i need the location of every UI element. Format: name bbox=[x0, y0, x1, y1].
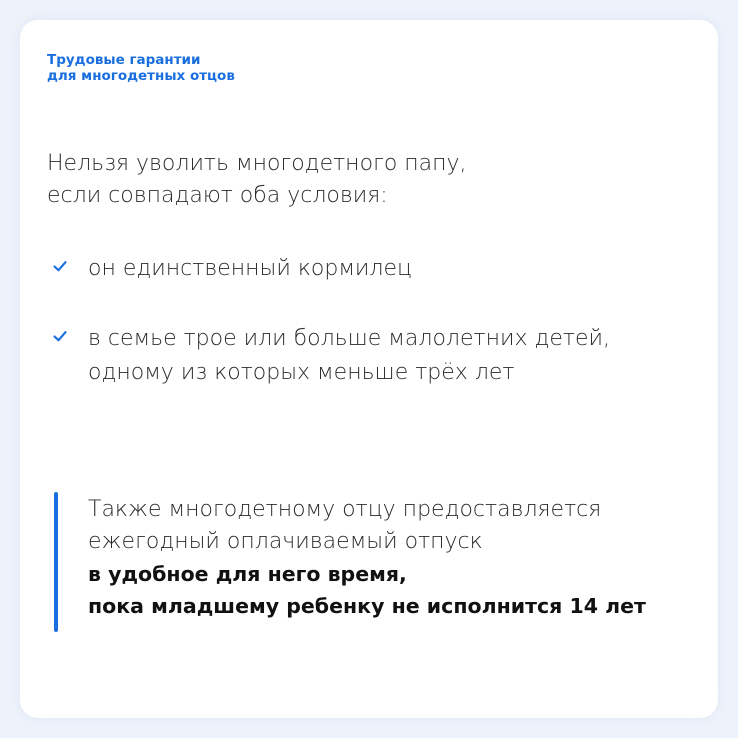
note-line-1: Также многодетному отцу предоставляется bbox=[88, 497, 602, 522]
note-line-2: ежегодный оплачиваемый отпуск bbox=[88, 529, 483, 554]
condition-text bbox=[88, 322, 688, 390]
intro-line-1: Нельзя уволить многодетного папу, bbox=[47, 151, 467, 176]
info-card bbox=[20, 20, 718, 718]
check-icon bbox=[52, 258, 68, 274]
check-icon bbox=[52, 328, 68, 344]
note-bold-line-1: в удобное для него время, bbox=[88, 562, 407, 586]
card-heading bbox=[47, 52, 447, 84]
heading-line-1: Трудовые гарантии bbox=[47, 52, 201, 68]
condition-line: в семье трое или больше малолетних детей, bbox=[88, 326, 610, 351]
condition-text bbox=[88, 252, 688, 286]
condition-line: одному из которых меньше трёх лет bbox=[88, 360, 515, 385]
note-bold-line-2: пока младшему ребенку не исполнится 14 лет bbox=[88, 594, 646, 618]
condition-line: он единственный кормилец bbox=[88, 256, 412, 281]
vacation-note bbox=[54, 492, 714, 632]
note-accent-bar bbox=[54, 492, 58, 632]
intro-line-2: если совпадают оба условия: bbox=[47, 183, 388, 208]
note-text bbox=[88, 494, 718, 622]
intro-text bbox=[47, 148, 687, 212]
heading-line-2: для многодетных отцов bbox=[47, 68, 235, 84]
